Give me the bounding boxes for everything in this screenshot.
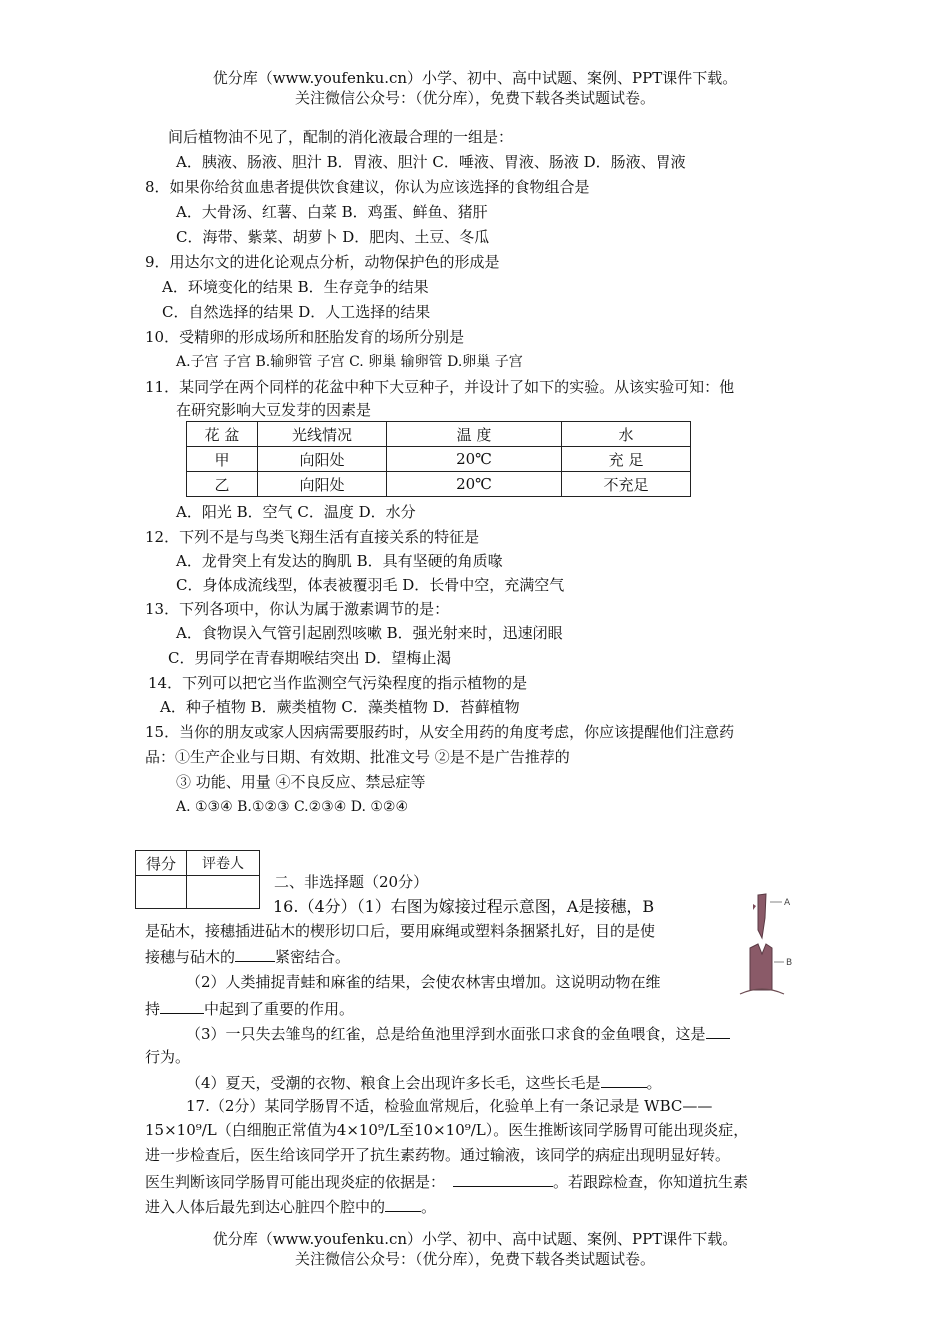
header-line-2: 关注微信公众号：（优分库），免费下载各类试题试卷。 (294, 89, 655, 107)
table-header-row (187, 422, 691, 447)
q16-part1-line2: 是砧木，接穗插进砧木的楔形切口后，要用麻绳或塑料条捆紧扎好，目的是使 (145, 922, 656, 940)
q17-line5-post: 。 (421, 1198, 437, 1216)
table-row (187, 447, 691, 472)
grader-cell (187, 876, 260, 909)
q12-options-cd: C．身体成流线型，体表被覆羽毛 D．长骨中空，充满空气 (176, 576, 565, 594)
q15-stem-cont: 品：①生产企业与日期、有效期、批准文号 ②是不是广告推荐的 (145, 748, 570, 766)
header-line-1: 优分库（www.youfenku.cn）小学、初中、高中试题、案例、PPT课件下载。 (212, 69, 738, 87)
q8-options-cd: C．海带、紫菜、胡萝卜 D．肥肉、土豆、冬瓜 (176, 228, 490, 246)
q14-options: A．种子植物 B．蕨类植物 C．藻类植物 D．苔藓植物 (160, 698, 520, 716)
q13-options-cd: C．男同学在青春期喉结突出 D．望梅止渴 (168, 649, 452, 667)
q15-options: A. ①③④ B.①②③ C.②③④ D. ①②④ (176, 799, 408, 815)
q17-line4-pre: 医生判断该同学肠胃可能出现炎症的依据是： (145, 1173, 446, 1191)
q8-stem: 8．如果你给贫血患者提供饮食建议，你认为应该选择的食物组合是 (145, 178, 590, 196)
q15-stem: 15．当你的朋友或家人因病需要服药时，从安全用药的角度考虑，你应该提醒他们注意药 (145, 723, 735, 741)
answer-blank[interactable] (706, 1022, 730, 1039)
q16-part1-line3 (145, 945, 350, 967)
q7-stem-cont: 间后植物油不见了，配制的消化液最合理的一组是： (168, 128, 514, 146)
stock-shape (750, 944, 772, 990)
q12-stem: 12．下列不是与鸟类飞翔生活有直接关系的特征是 (145, 528, 480, 546)
table-row (187, 472, 691, 497)
q10-stem: 10．受精卵的形成场所和胚胎发育的场所分别是 (145, 328, 465, 346)
q16-part2-post: 中起到了重要的作用。 (204, 1000, 355, 1018)
q9-stem: 9．用达尔文的进化论观点分析，动物保护色的形成是 (145, 253, 500, 271)
table-cell: 甲 (187, 447, 258, 472)
table-header-cell: 光线情况 (258, 422, 387, 447)
table-cell: 向阳处 (258, 447, 387, 472)
q16-part4 (186, 1071, 662, 1093)
q16-part1-line1: 16.（4分）（1）右图为嫁接过程示意图，A是接穗，B (273, 897, 655, 916)
q17-line1: 17.（2分）某同学肠胃不适，检验血常规后，化验单上有一条记录是 WBC—— (186, 1097, 713, 1115)
grader-label: 评卷人 (187, 851, 260, 876)
score-cell (136, 876, 187, 909)
q16-part3-line2: 行为。 (145, 1048, 191, 1066)
table-header-cell: 花 盆 (187, 422, 258, 447)
q17-line5-pre: 进入人体后最先到达心脏四个腔中的 (145, 1198, 386, 1216)
q13-stem: 13．下列各项中，你认为属于激素调节的是： (145, 600, 450, 618)
score-label: 得分 (136, 851, 187, 876)
q16-part2-line1: （2）人类捕捉青蛙和麻雀的结果，会使农林害虫增加。这说明动物在维 (186, 973, 661, 991)
table-cell: 不充足 (562, 472, 691, 497)
answer-blank[interactable] (385, 1195, 421, 1212)
table-cell: 充 足 (562, 447, 691, 472)
footer-line-2: 关注微信公众号：（优分库），免费下载各类试题试卷。 (294, 1250, 655, 1268)
q16-part3-line1 (186, 1022, 730, 1044)
table-header-cell: 水 (562, 422, 691, 447)
q14-stem: 14．下列可以把它当作监测空气污染程度的指示植物的是 (148, 674, 528, 692)
q16-part3-text: （3）一只失去雏鸟的红雀，总是给鱼池里浮到水面张口求食的金鱼喂食，这是 (186, 1025, 706, 1043)
q9-options-cd: C．自然选择的结果 D．人工选择的结果 (162, 303, 431, 321)
table-header-cell: 温 度 (387, 422, 562, 447)
q9-options-ab: A．环境变化的结果 B．生存竞争的结果 (162, 278, 429, 296)
q12-options-ab: A．龙骨突上有发达的胸肌 B．具有坚硬的角质喙 (176, 552, 503, 570)
answer-blank[interactable] (160, 997, 204, 1014)
answer-blank[interactable] (601, 1071, 647, 1088)
q17-line4 (145, 1170, 748, 1192)
q17-line5 (145, 1195, 436, 1217)
q7-options: A．胰液、肠液、胆汁 B．胃液、胆汁 C．唾液、胃液、肠液 D．肠液、胃液 (176, 153, 686, 171)
q16-part1-pre: 接穗与砧木的 (145, 948, 236, 966)
q11-stem-cont: 在研究影响大豆发芽的因素是 (176, 401, 372, 419)
q16-part2-line2 (145, 997, 354, 1019)
q8-options-ab: A．大骨汤、红薯、白菜 B．鸡蛋、鲜鱼、猪肝 (176, 203, 488, 221)
q17-line3: 进一步检查后，医生给该同学开了抗生素药物。通过输液，该同学的病症出现明显好转。 (145, 1146, 731, 1164)
table-cell: 向阳处 (258, 472, 387, 497)
table-cell: 20℃ (387, 472, 562, 497)
q16-part4-post: 。 (646, 1074, 662, 1092)
answer-blank[interactable] (453, 1170, 553, 1187)
q10-options: A.子宫 子宫 B.输卵管 子宫 C. 卵巢 输卵管 D.卵巢 子宫 (176, 354, 523, 370)
section-2-title: 二、非选择题（20分） (274, 873, 429, 891)
footer-line-1: 优分库（www.youfenku.cn）小学、初中、高中试题、案例、PPT课件下载。 (212, 1230, 738, 1248)
scion-shape (758, 894, 766, 938)
q16-part2-pre: 持 (145, 1000, 161, 1018)
table-cell: 乙 (187, 472, 258, 497)
q11-options: A．阳光 B．空气 C．温度 D．水分 (176, 503, 416, 521)
q16-part4-pre: （4）夏天，受潮的衣物、粮食上会出现许多长毛，这些长毛是 (186, 1074, 601, 1092)
grafting-figure (732, 890, 804, 1000)
q16-part1-post: 紧密结合。 (275, 948, 351, 966)
answer-blank[interactable] (235, 945, 275, 962)
q15-stem-cont-2: ③ 功能、用量 ④不良反应、禁忌症等 (176, 773, 426, 791)
label-a: A (784, 898, 791, 908)
q17-line4-post: 。若跟踪检查，你知道抗生素 (553, 1173, 749, 1191)
label-b: B (786, 958, 793, 968)
q17-line2: 15×10⁹/L（白细胞正常值为4×10⁹/L至10×10⁹/L）。医生推断该同学肠胃可能出现炎症， (145, 1121, 749, 1139)
q13-options-ab: A．食物误入气管引起剧烈咳嗽 B．强光射来时，迅速闭眼 (176, 624, 563, 642)
score-box (135, 850, 260, 909)
q11-stem: 11．某同学在两个同样的花盆中种下大豆种子，并设计了如下的实验。从该实验可知：他 (145, 378, 735, 396)
scion-bud (753, 904, 756, 910)
experiment-table (186, 421, 691, 497)
table-cell: 20℃ (387, 447, 562, 472)
